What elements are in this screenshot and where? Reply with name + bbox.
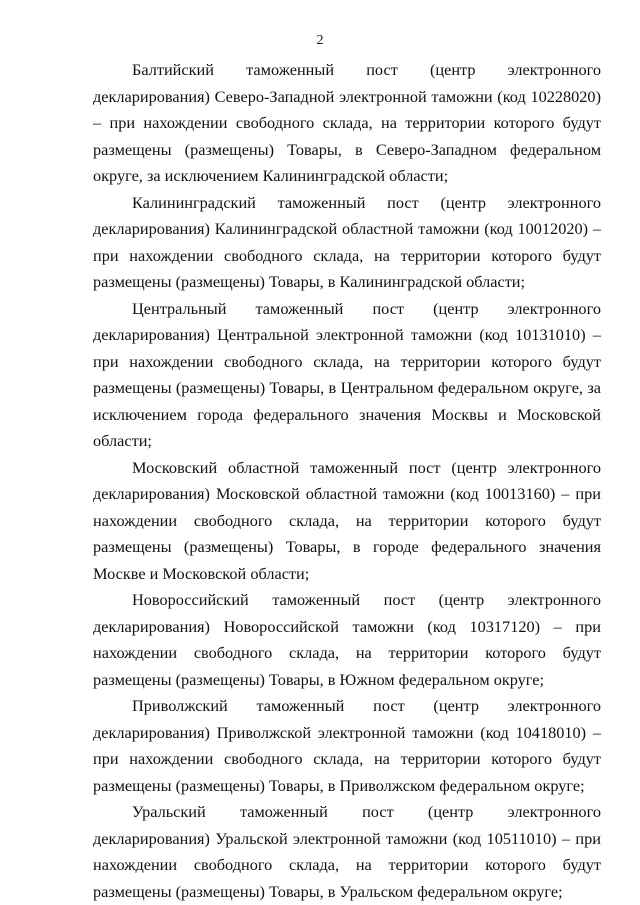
paragraph-central-post: Центральный таможенный пост (центр электронного декларирования) Центральной электронной таможни (код 10131010) – при нахождении свободного склада, на территории которого будут размещены (размещены) Товары, в Центральном федеральном округе, за исключением города федерального значения Москвы и Московской области; — [93, 298, 601, 450]
page-number: 2 — [316, 33, 324, 48]
paragraph-moscow-regional-post: Московский областной таможенный пост (центр электронного декларирования) Московской областной таможни (код 10013160) – при нахождении свободного склада, на территории которого будут размещены (размещены) Товары, в городе федерального значения Москве и Московской области; — [93, 457, 601, 583]
paragraph-novorossiysk-post: Новороссийский таможенный пост (центр электронного декларирования) Новороссийской таможни (код 10317120) – при нахождении свободного склада, на территории которого будут размещены (размещены) Товары, в Южном федеральном округе; — [93, 590, 601, 689]
paragraph-kaliningrad-post: Калининградский таможенный пост (центр электронного декларирования) Калининградской областной таможни (код 10012020) – при нахождении свободного склада, на территории которого будут размещены (размещены) Товары, в Калининградской области; — [93, 192, 601, 291]
paragraph-ural-post: Уральский таможенный пост (центр электронного декларирования) Уральской электронной таможни (код 10511010) – при нахождении свободного склада, на территории которого будут размещены (размещены) Товары, в Уральском федеральном округе; — [93, 802, 601, 901]
document-body — [93, 57, 601, 905]
paragraph-privolzhsky-post: Приволжский таможенный пост (центр электронного декларирования) Приволжской электронной таможни (код 10418010) – при нахождении свободного склада, на территории которого будут размещены (размещены) Товары, в Приволжском федеральном округе; — [93, 696, 601, 795]
paragraph-baltic-post: Балтийский таможенный пост (центр электронного декларирования) Северо-Западной электронной таможни (код 10228020) – при нахождении свободного склада, на территории которого будут размещены (размещены) Товары, в Северо-Западном федеральном округе, за исключением Калининградской области; — [93, 60, 601, 185]
